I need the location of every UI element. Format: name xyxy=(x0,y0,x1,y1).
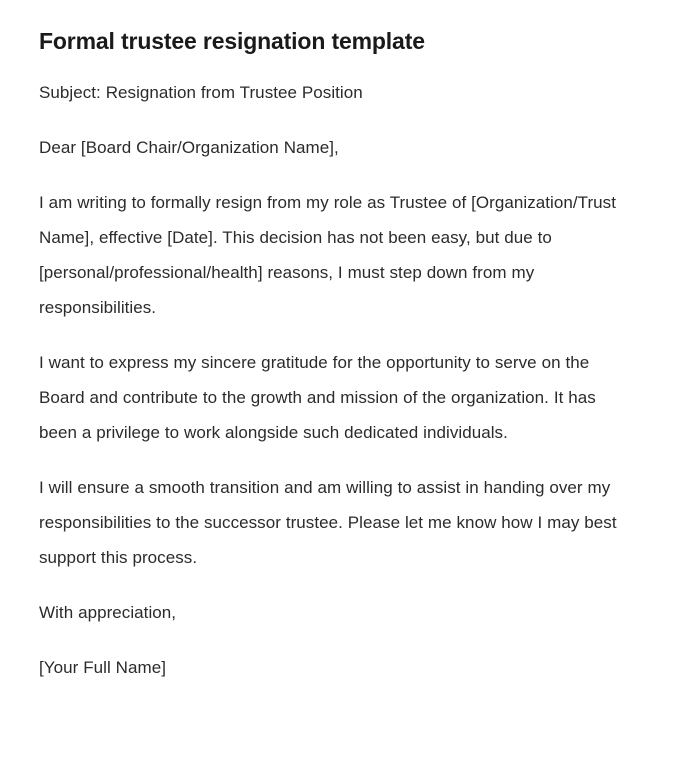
subject-line: Subject: Resignation from Trustee Position xyxy=(39,83,363,102)
page-title: Formal trustee resignation template xyxy=(39,28,425,54)
signature: [Your Full Name] xyxy=(39,658,166,677)
salutation: Dear [Board Chair/Organization Name], xyxy=(39,138,339,157)
closing: With appreciation, xyxy=(39,603,177,622)
body-paragraph-1: I am writing to formally resign from my role as Trustee of [Organization/Trust Name], effective [Date]. This decision has not been easy, but due to [personal/professional/health] reasons, I must step down from my responsibilities. xyxy=(39,193,616,317)
body-paragraph-3: I will ensure a smooth transition and am willing to assist in handing over my responsibilities to the successor trustee. Please let me know how I may best support this process. xyxy=(39,478,617,567)
body-paragraph-2: I want to express my sincere gratitude for the opportunity to serve on the Board and contribute to the growth and mission of the organization. It has been a privilege to work alongside such dedicated individuals. xyxy=(39,353,596,442)
document-body xyxy=(39,75,629,685)
